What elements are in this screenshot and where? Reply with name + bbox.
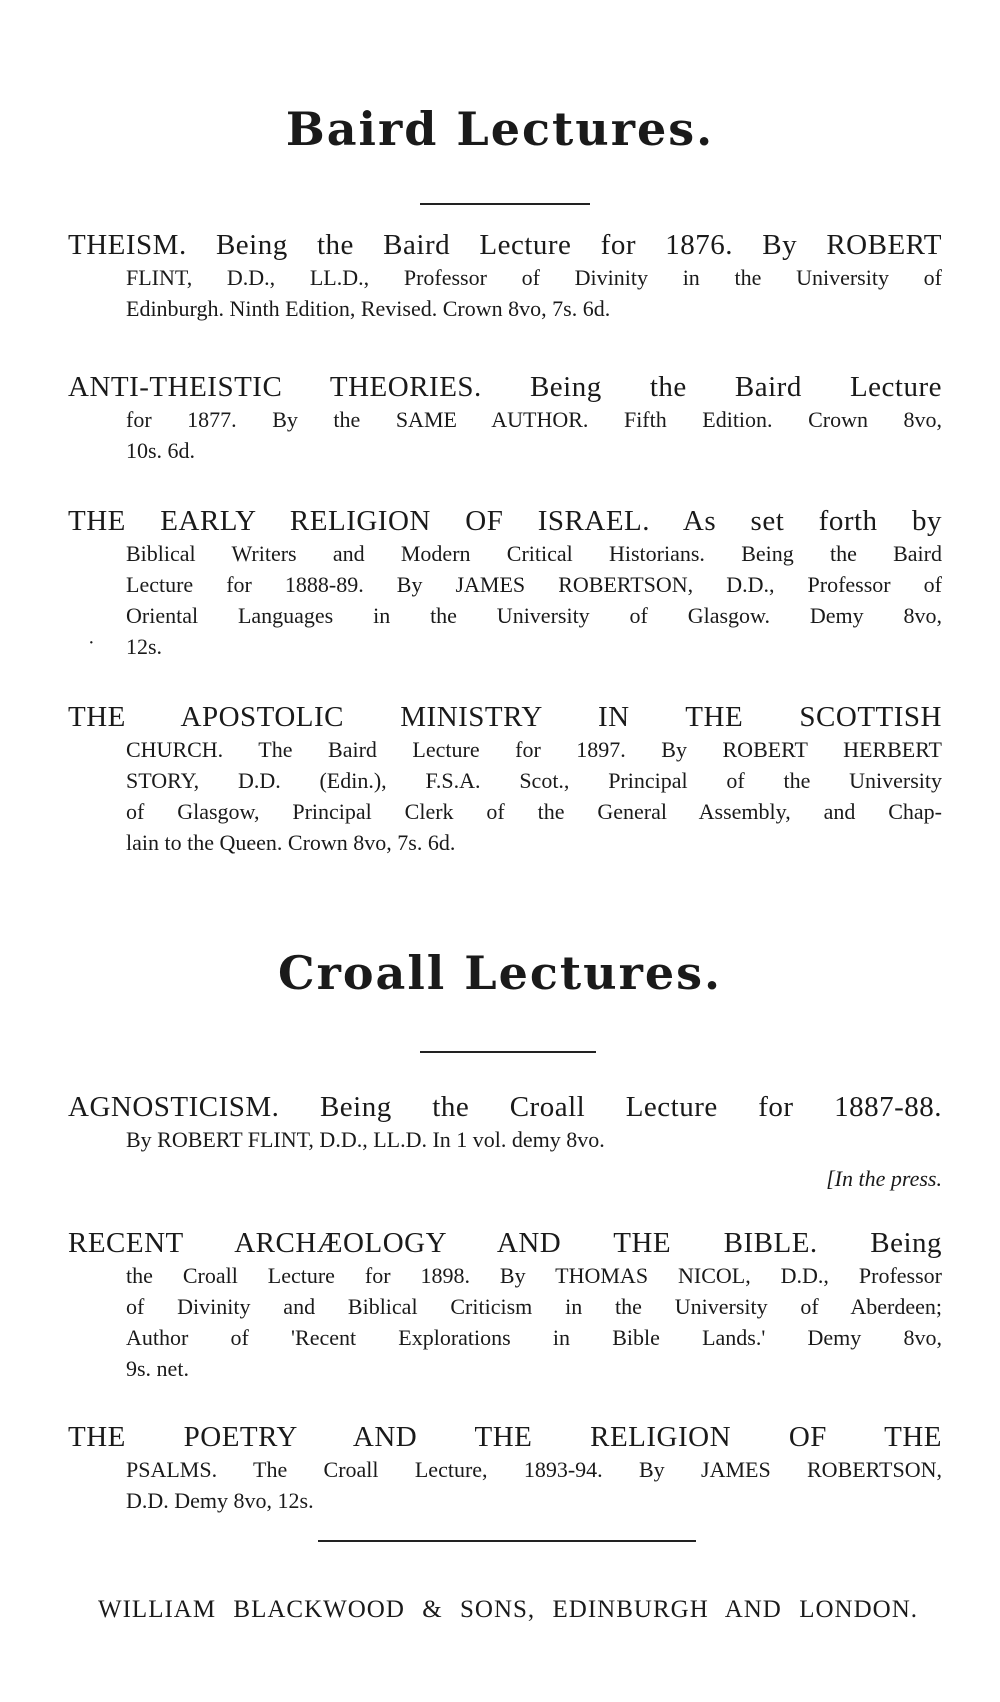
entry-line: STORY, D.D. (Edin.), F.S.A. Scot., Principal of the University bbox=[126, 768, 942, 793]
section-title-croall: Croall Lectures. bbox=[277, 946, 723, 1000]
entry-heading bbox=[68, 1090, 942, 1124]
section-title-baird: Baird Lectures. bbox=[285, 102, 715, 156]
entry-heading: THE POETRY AND THE RELIGION OF THE bbox=[68, 1421, 942, 1453]
entry-heading: THE APOSTOLIC MINISTRY IN THE SCOTTISH bbox=[68, 701, 942, 733]
entry-body bbox=[68, 734, 942, 858]
entry-title: AGNOSTICISM. bbox=[68, 1091, 280, 1123]
entry-title: ANTI-THEISTIC THEORIES. bbox=[68, 371, 482, 403]
book-entry-apostolic-ministry bbox=[68, 700, 942, 858]
book-entry-poetry-and-religion-of-psalms bbox=[68, 1420, 942, 1516]
entry-line: Oriental Languages in the University of Glasgow. Demy 8vo, bbox=[126, 603, 942, 628]
entry-line: By ROBERT FLINT, D.D., LL.D. In 1 vol. demy 8vo. bbox=[126, 1127, 605, 1152]
publisher-imprint: WILLIAM BLACKWOOD & SONS, EDINBURGH AND LONDON. bbox=[98, 1596, 918, 1623]
entry-line: Lecture for 1888-89. By JAMES ROBERTSON, D.D., Professor of bbox=[126, 572, 942, 597]
entry-title: THE EARLY RELIGION OF ISRAEL. bbox=[68, 505, 651, 537]
entry-body bbox=[68, 1260, 942, 1384]
entry-body bbox=[68, 404, 942, 466]
book-entry-agnosticism bbox=[68, 1090, 942, 1155]
entry-line: Edinburgh. Ninth Edition, Revised. Crown 8vo, 7s. 6d. bbox=[126, 296, 611, 321]
bullet-mark: · bbox=[88, 632, 95, 654]
entry-body bbox=[68, 538, 942, 662]
entry-line: 12s. bbox=[126, 634, 163, 659]
entry-line: As set forth by bbox=[682, 505, 942, 537]
divider bbox=[420, 203, 590, 205]
entry-heading bbox=[68, 370, 942, 404]
entry-title: RECENT ARCHÆOLOGY AND THE BIBLE. bbox=[68, 1227, 818, 1259]
entry-line: Being the Baird Lecture for 1876. By ROBERT bbox=[215, 229, 942, 261]
entry-line: the Croall Lecture for 1898. By THOMAS NICOL, D.D., Professor bbox=[126, 1263, 942, 1288]
entry-line: D.D. Demy 8vo, 12s. bbox=[126, 1488, 314, 1513]
entry-heading bbox=[68, 1226, 942, 1260]
divider bbox=[318, 1540, 696, 1542]
entry-heading bbox=[68, 228, 942, 262]
entry-line: Author of 'Recent Explorations in Bible Lands.' Demy 8vo, bbox=[126, 1325, 942, 1350]
entry-line: FLINT, D.D., LL.D., Professor of Divinity in the University of bbox=[126, 265, 942, 290]
entry-title: THEISM. bbox=[68, 229, 187, 261]
divider bbox=[420, 1051, 596, 1053]
entry-line: Biblical Writers and Modern Critical Historians. Being the Baird bbox=[126, 541, 942, 566]
entry-line: Being the Croall Lecture for 1887-88. bbox=[319, 1091, 943, 1123]
entry-line: PSALMS. The Croall Lecture, 1893-94. By JAMES ROBERTSON, bbox=[126, 1457, 942, 1482]
entry-body bbox=[68, 262, 942, 324]
entry-line: CHURCH. The Baird Lecture for 1897. By ROBERT HERBERT bbox=[126, 737, 942, 762]
book-entry-early-religion-of-israel bbox=[68, 504, 942, 662]
book-entry-anti-theistic-theories bbox=[68, 370, 942, 466]
book-entry-recent-archaeology bbox=[68, 1226, 942, 1384]
entry-line: 9s. net. bbox=[126, 1356, 189, 1381]
entry-line: Being bbox=[870, 1227, 943, 1259]
entry-line: lain to the Queen. Crown 8vo, 7s. 6d. bbox=[126, 830, 456, 855]
entry-line: Being the Baird Lecture bbox=[529, 371, 943, 403]
entry-line: of Divinity and Biblical Criticism in the University of Aberdeen; bbox=[126, 1294, 942, 1319]
entry-body bbox=[68, 1124, 942, 1155]
book-entry-theism bbox=[68, 228, 942, 324]
entry-line: 10s. 6d. bbox=[126, 438, 196, 463]
entry-line: of Glasgow, Principal Clerk of the General Assembly, and Chap- bbox=[126, 799, 942, 824]
press-note: [In the press. bbox=[826, 1166, 942, 1191]
entry-line: for 1877. By the SAME AUTHOR. Fifth Edition. Crown 8vo, bbox=[126, 407, 942, 432]
entry-body bbox=[68, 1454, 942, 1516]
entry-heading bbox=[68, 504, 942, 538]
